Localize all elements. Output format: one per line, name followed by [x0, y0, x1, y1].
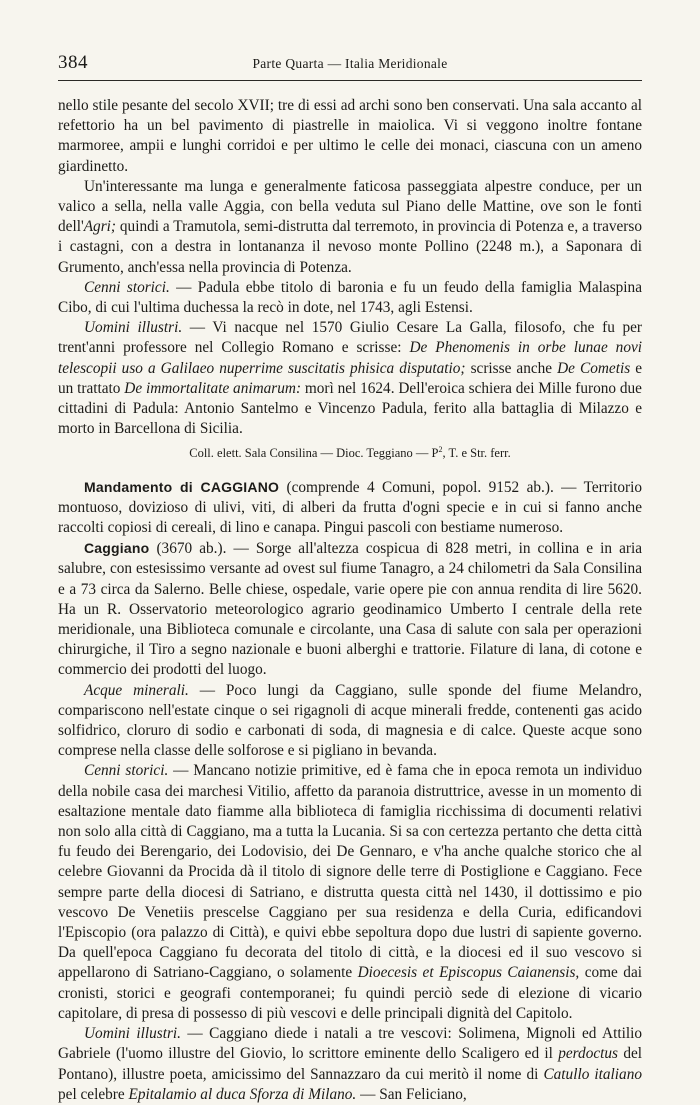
paragraph-monastery — [58, 96, 642, 177]
text-run: — San Feliciano, — [356, 1085, 467, 1103]
section-label: Uomini illustri. — [84, 1025, 181, 1043]
body-text — [58, 96, 642, 1105]
text-run: — Vi nacque nel 1570 Giulio Cesare La Galla, filosofo, che fu per trent'anni professore nel Collegio Romano e scrisse: — [58, 319, 643, 357]
italic-run: perdoctus — [558, 1045, 618, 1063]
page-number: 384 — [58, 52, 88, 73]
text-run: — Poco lungi da Caggiano, sulle sponde del fiume Melandro, compariscono nell'estate cinque o sei rigagnoli di acque minerali fredde, contenenti gas acido solfidrico, cloruro di sodio e carbonati di soda, di magnesia e di calce. Queste acque sono comprese nella classe delle solforose e si pigliano in bevanda. — [58, 681, 642, 760]
section-label: Acque minerali. — [84, 681, 189, 699]
section-label: Cenni storici. — [84, 762, 169, 780]
text-run: — Caggiano diede i natali a tre vescovi: Solimena, Mignoli ed Attilio Gabriele (l'uomo illustre del Giovio, lo scrittore eminente dello Scaligero ed il — [58, 1025, 643, 1063]
text-run: — Mancano notizie primitive, ed è fama che in epoca remota un individuo della nobile casa dei marchesi Vitilio, affetto da paranoia distruttrice, avesse in un momento di esaltazione mentale dato fiamme alla biblioteca di famiglia ricchissima di documenti relativi non solo alla città di Caggiano, ma a tutta la Lucania. Si sa con certezza pertanto che detta città fu feudo dei Berengario, dei Lodovisio, dei De Gennaro, e v'ha anche qualche storico che al celebre Giovanni da Procida dà il titolo di signore delle terre di Postiglione e Caggiano. Fece sempre parte della diocesi di Satriano, e distrutta questa città nel 1430, il dottissimo e pio vescovo De Venetiis prescelse Caggiano per sua residenza e della Curia, edificandovi l'Episcopio (ora palazzo di Città), e quivi ebbe sepoltura dopo due lustri di sapiente governo. Da quell'epoca Caggiano fu decorata del titolo di città, e la diocesi ed il suo vescovo si appellarono di Satriano-Caggiano, o solamente — [58, 762, 642, 982]
paragraph-caggiano — [58, 538, 642, 680]
paragraph-mineral-waters — [58, 681, 642, 762]
text-run: (comprende 4 Comuni, popol. 9152 ab.). — Territorio montuoso, dovizioso di ulivi, viti, di alberi da frutta d'ogni specie e in cui si fanno anche raccolti copiosi di cereali, di lino e canapa. Pingui pascoli con bestiame numeroso. — [58, 478, 642, 537]
entry-heading: Mandamento di CAGGIANO — [84, 478, 280, 495]
text-run: Un'interessante ma lunga e generalmente faticosa passeggiata alpestre conduce, per un valico a sella, nella valle Aggia, con bella veduta sul Piano delle Mattine, ove son le fonti dell' — [58, 177, 642, 236]
paragraph-caggiano-history — [58, 761, 642, 1024]
section-label: Cenni storici. — [84, 278, 170, 296]
italic-run: De Phenomenis in orbe lunae novi telescopii uso a Galilaeo nuperrime suscitatis phisica disputatio; — [58, 339, 643, 377]
text-run: come dai cronisti, storici e geografi contemporanei; fu quindi perciò sede di elezione di vicario capitolare, di presa di possesso di più vescovi e delle principali dignità del Capitolo. — [58, 964, 642, 1022]
text-run: , T. e Str. ferr. — [442, 446, 511, 461]
page-header — [58, 50, 642, 81]
entry-heading: Caggiano — [84, 540, 150, 557]
superscript: 2 — [438, 445, 443, 455]
running-title: Parte Quarta — Italia Meridionale — [252, 56, 448, 71]
paragraph-excursion — [58, 177, 642, 278]
text-run: pel celebre — [58, 1085, 129, 1103]
text-run: morì nel 1624. Dell'eroica schiera dei Mille furono due cittadini di Padula: Antonio Santelmo e Vincenzo Padula, ferito alla battaglia di Milazzo e morto in Barcellona di Sicilia. — [58, 379, 642, 438]
paragraph-text: nello stile pesante del secolo XVII; tre di essi ad archi sono ben conservati. Una sala accanto al refettorio ha un bel pavimento di piastrelle in maiolica. Vi si veggono inoltre fontane marmoree, ampii e lunghi corridoi e per ultimo le celle dei monaci, ciascuna con un ameno giardinetto. — [58, 97, 642, 175]
text-run: e un trattato — [58, 359, 642, 397]
electoral-note — [58, 441, 642, 462]
text-run: Coll. elett. Sala Consilina — Dioc. Teggiano — P — [189, 446, 439, 461]
italic-run: De Cometis — [557, 359, 631, 377]
text-run: quindi a Tramutola, semi-distrutta dal terremoto, in provincia di Potenza e, a traverso i castagni, con a destra in lontananza il nevoso monte Pollino (2248 m.), a Saponara di Grumento, anch'essa nella provincia di Potenza. — [58, 218, 642, 276]
italic-run: Catullo italiano — [543, 1065, 642, 1083]
italic-run: De immortalitate animarum: — [124, 379, 302, 397]
text-run: scrisse anche — [465, 359, 558, 377]
section-label: Uomini illustri. — [84, 319, 183, 337]
paragraph-padula-people — [58, 318, 642, 439]
italic-run: Epitalamio al duca Sforza di Milano. — [128, 1085, 357, 1103]
text-run: (3670 ab.). — Sorge all'altezza cospicua di 828 metri, in collina e in aria salubre, con estesissimo versante ad ovest sul fiume Tanagro, a 24 chilometri da Sala Consilina e a 73 circa da Salerno. Belle chiese, ospedale, varie opere pie con annua rendita di lire 5620. Ha un R. Osservatorio meteorologico agrario geodinamico Umberto I centrale della rete meridionale, una Biblioteca comunale e circolante, una Casa di salute con sala per operazioni chirurgiche, il Tiro a segno nazionale e buoni alberghi e trattorie. Filature di lana, di cotone e commercio dei prodotti del luogo. — [58, 540, 642, 679]
italic-run: Dioecesis et Episcopus Caianensis, — [357, 964, 580, 982]
paragraph-mandamento — [58, 477, 642, 539]
text-run: del Pontano), illustre poeta, amicissimo del Sannazzaro da cui meritò il nome di — [58, 1045, 643, 1083]
italic-run: Agri; — [83, 218, 116, 236]
text-run: — Padula ebbe titolo di baronia e fu un feudo della famiglia Malaspina Cibo, di cui l'ultima duchessa la recò in dote, nel 1743, agli Estensi. — [58, 278, 642, 317]
paragraph-padula-history — [58, 278, 642, 318]
